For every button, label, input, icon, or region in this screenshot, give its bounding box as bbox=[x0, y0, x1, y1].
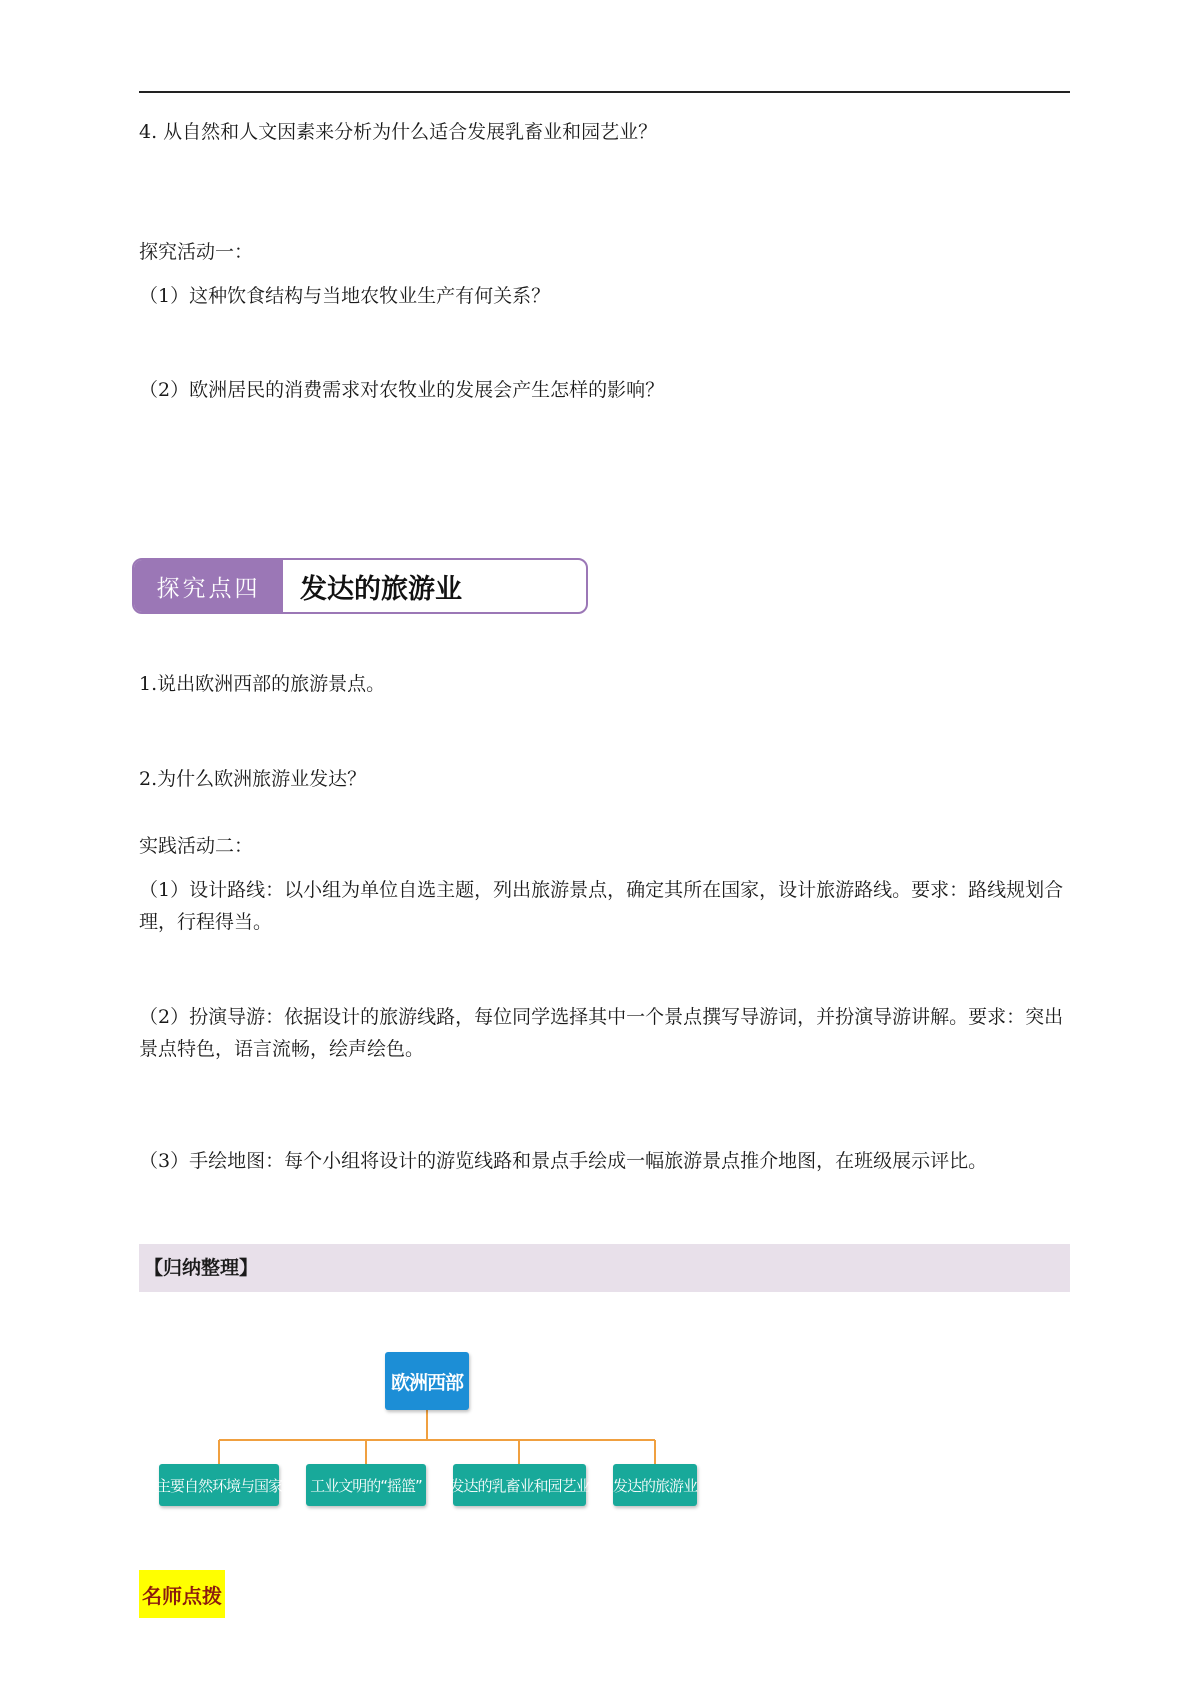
practice-2-item-3: （3）手绘地图：每个小组将设计的游览线路和景点手绘成一幅旅游景点推介地图，在班级展示评比。 bbox=[139, 1150, 988, 1172]
practice-2-item-2: （2）扮演导游：依据设计的旅游线路，每位同学选择其中一个景点撰写导游词，并扮演导游讲解。要求：突出景点特色，语言流畅，绘声绘色。 bbox=[139, 1006, 1064, 1060]
question-4: 4. 从自然和人文因素来分析为什么适合发展乳畜业和园艺业？ bbox=[139, 121, 658, 143]
summary-title: 【归纳整理】 bbox=[144, 1257, 259, 1279]
practice-2-item-1: （1）设计路线：以小组为单位自选主题，列出旅游景点，确定其所在国家，设计旅游路线。要求：路线规划合理，行程得当。 bbox=[139, 879, 1064, 933]
mind-map-branch-natural: 主要自然环境与国家 bbox=[159, 1464, 279, 1506]
mind-map-branch-dairy: 发达的乳畜业和园艺业 bbox=[453, 1464, 586, 1506]
teacher-tips-label: 名师点拨 bbox=[139, 1570, 225, 1618]
section-tag: 探究点四 bbox=[134, 560, 283, 612]
activity-1-question-2: （2）欧洲居民的消费需求对农牧业的发展会产生怎样的影响？ bbox=[139, 379, 665, 401]
tourism-question-1: 1.说出欧洲西部的旅游景点。 bbox=[139, 673, 386, 695]
mind-map-root: 欧洲西部 bbox=[385, 1352, 469, 1410]
mind-map-branch-industry: 工业文明的“摇篮” bbox=[306, 1464, 426, 1506]
activity-1-title: 探究活动一： bbox=[139, 241, 254, 263]
mind-map-branch-tourism: 发达的旅游业 bbox=[613, 1464, 697, 1506]
section-title: 发达的旅游业 bbox=[300, 573, 462, 605]
practice-2-title: 实践活动二： bbox=[139, 835, 254, 857]
tourism-question-2: 2.为什么欧洲旅游业发达？ bbox=[139, 768, 367, 790]
activity-1-question-1: （1）这种饮食结构与当地农牧业生产有何关系？ bbox=[139, 285, 551, 307]
